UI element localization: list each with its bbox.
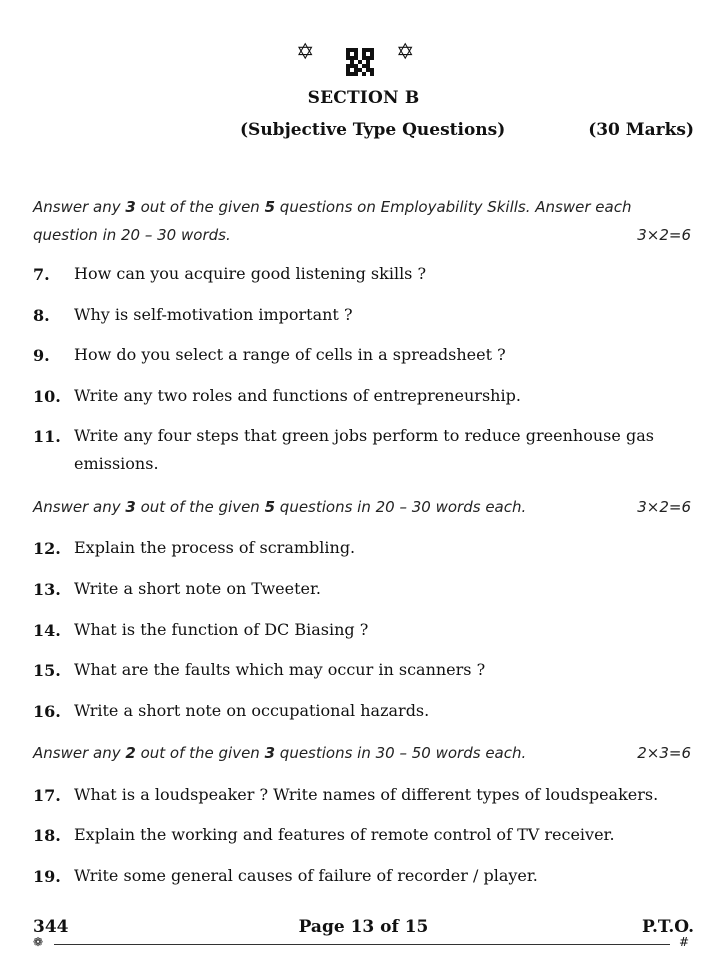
question-number: 16. — [33, 702, 61, 721]
qr-code-icon — [346, 48, 374, 76]
question-text: What are the faults which may occur in scanners ? — [74, 660, 486, 679]
group-3-score: 2×3=6 — [637, 744, 691, 762]
question-text: Explain the process of scrambling. — [74, 538, 356, 557]
question-text: What is a loudspeaker ? Write names of different types of loudspeakers. — [74, 785, 659, 804]
question-number: 11. — [33, 427, 61, 446]
group-2-score: 3×2=6 — [637, 498, 691, 516]
group-1-instruction: Answer any 3 out of the given 5 questions on Employability Skills. Answer each — [33, 198, 632, 216]
paper-code: 344 — [33, 917, 69, 937]
question-number: 12. — [33, 539, 61, 558]
group-1-instruction-line2: question in 20 – 30 words. — [33, 226, 231, 244]
question-number: 10. — [33, 387, 61, 406]
question-text: Write a short note on Tweeter. — [74, 579, 321, 598]
section-marks: (30 Marks) — [588, 120, 694, 140]
section-title: SECTION B — [307, 88, 420, 108]
group-2-instruction: Answer any 3 out of the given 5 questions in 20 – 30 words each. — [33, 498, 527, 516]
group-3-instruction: Answer any 2 out of the given 3 questions in 30 – 50 words each. — [33, 744, 527, 762]
question-number: 13. — [33, 580, 61, 599]
question-text: How can you acquire good listening skills ? — [74, 264, 427, 283]
question-number: 18. — [33, 826, 61, 845]
left-star-icon: ✡ — [296, 40, 315, 65]
question-text: Write any four steps that green jobs perform to reduce greenhouse gas emissions. — [74, 426, 654, 473]
question-number: 17. — [33, 786, 61, 805]
question-number: 15. — [33, 661, 61, 680]
group-1-score: 3×2=6 — [637, 226, 691, 244]
footer-rule — [54, 944, 670, 945]
footer-left-symbol: ❁ — [33, 935, 44, 949]
question-number: 14. — [33, 621, 61, 640]
right-star-icon: ✡ — [396, 40, 415, 65]
page-number: Page 13 of 15 — [298, 917, 429, 937]
question-text: Write a short note on occupational hazards. — [74, 701, 430, 720]
pto-label: P.T.O. — [642, 917, 694, 937]
question-text: Explain the working and features of remote control of TV receiver. — [74, 825, 615, 844]
question-text: How do you select a range of cells in a spreadsheet ? — [74, 345, 506, 364]
question-text: Write some general causes of failure of recorder / player. — [74, 866, 538, 885]
section-subtitle: (Subjective Type Questions) — [240, 120, 506, 140]
question-number: 7. — [33, 265, 50, 284]
question-number: 9. — [33, 346, 50, 365]
question-text: Why is self-motivation important ? — [74, 305, 353, 324]
question-number: 8. — [33, 306, 50, 325]
footer-right-symbol: # — [678, 935, 689, 949]
question-text: What is the function of DC Biasing ? — [74, 620, 369, 639]
question-number: 19. — [33, 867, 61, 886]
question-text: Write any two roles and functions of entrepreneurship. — [74, 386, 521, 405]
